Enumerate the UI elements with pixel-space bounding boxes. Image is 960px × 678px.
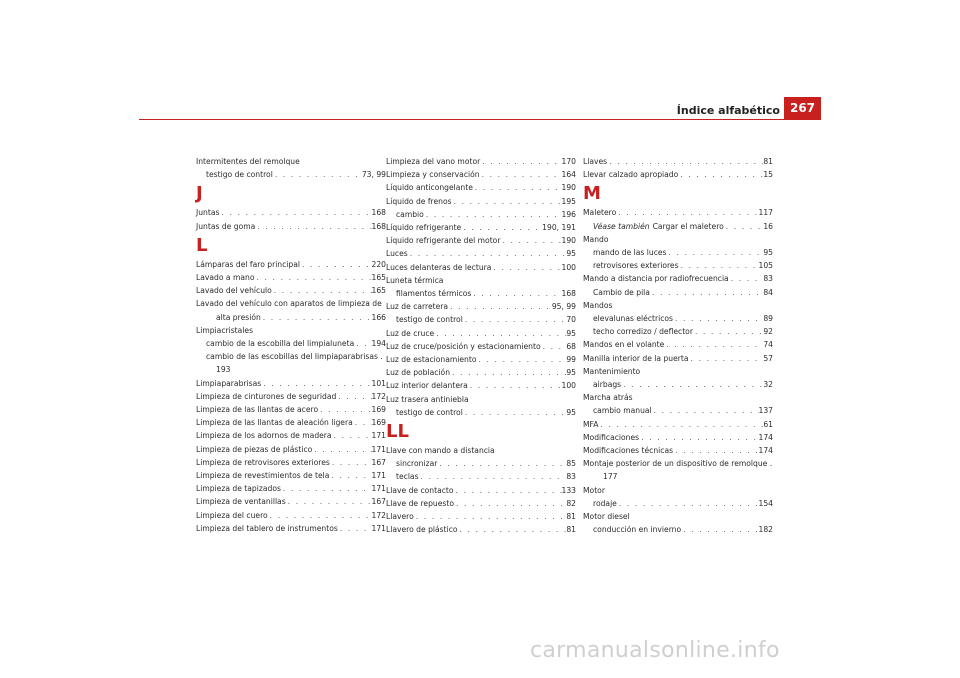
entry-text: testigo de control: [396, 315, 463, 325]
leader-dots: [693, 325, 763, 338]
index-entry: [196, 443, 386, 456]
leader-dots: [500, 234, 561, 247]
entry-page: 165: [371, 273, 386, 283]
entry-text: Maletero: [583, 208, 617, 218]
entry-text: Líquido refrigerante del motor: [386, 236, 501, 246]
entry-text: Limpieza de retrovisores exteriores: [196, 457, 330, 467]
leader-dots: [419, 470, 567, 483]
index-entry: [583, 168, 773, 181]
index-entry: [583, 378, 773, 391]
index-entry: Lavado del vehículo con aparatos de limpieza de: [196, 299, 382, 309]
entry-text: Luces delanteras de lectura: [386, 262, 492, 272]
entry-text: Luz de población: [386, 368, 451, 378]
entry-text: Cargar el maletero: [652, 221, 724, 231]
entry-text: Llaves: [583, 157, 608, 166]
entry-text: MFA: [583, 419, 599, 429]
entry-text: Mandos en el volante: [583, 340, 665, 350]
entry-page: 196: [561, 209, 576, 219]
index-entry: [196, 403, 386, 416]
leader-dots: [330, 456, 372, 469]
entry-page: 95: [566, 368, 576, 378]
entry-page: 174: [758, 432, 773, 442]
index-entry: Llave con mando a distancia: [386, 446, 495, 456]
entry-page: 190: [561, 236, 576, 246]
entry-text: Modificaciones: [583, 432, 640, 442]
leader-dots: [268, 509, 372, 522]
section-letter: LL: [386, 421, 409, 443]
index-entry: Limpiacristales: [196, 325, 254, 335]
index-entry: [196, 416, 386, 429]
leader-dots: [480, 155, 561, 168]
entry-page: 166: [371, 312, 386, 322]
index-entry: [386, 484, 576, 497]
entry-text: mando de las luces: [593, 248, 667, 258]
index-entry: [196, 206, 386, 219]
index-entry: Luz trasera antiniebla: [386, 394, 469, 404]
leader-dots: [667, 246, 764, 259]
leader-dots: [491, 261, 561, 274]
leader-dots: [689, 352, 764, 365]
entry-page: 170: [561, 157, 576, 166]
entry-text: testigo de control: [206, 170, 273, 180]
entry-page: 95: [763, 248, 773, 258]
entry-text: Limpieza de tapizados: [196, 484, 281, 494]
header-rule: [139, 119, 821, 120]
index-entry: [583, 523, 773, 536]
index-entry: [386, 181, 576, 194]
index-entry: [583, 338, 773, 351]
entry-text: Juntas de goma: [196, 221, 256, 231]
entry-page: 99: [566, 355, 576, 365]
leader-dots: [461, 221, 542, 234]
entry-page: 57: [763, 353, 773, 363]
entry-page: 95, 99: [551, 302, 576, 312]
leader-dots: [458, 523, 567, 536]
entry-text: Llavero de plástico: [386, 525, 458, 535]
index-entry: [386, 497, 576, 510]
entry-text: airbags: [593, 380, 622, 390]
index-entry: [386, 287, 576, 300]
entry-text: Limpieza de piezas de plástico: [196, 444, 313, 454]
entry-page: 89: [763, 314, 773, 324]
leader-dots: [286, 495, 372, 508]
index-entry: [196, 284, 386, 297]
index-entry: [583, 352, 773, 365]
entry-text: Juntas: [196, 208, 220, 218]
entry-page: 101: [371, 378, 386, 388]
index-entry: [583, 431, 773, 444]
entry-text: Limpieza de los adornos de madera: [196, 431, 332, 441]
entry-text: Llave de contacto: [386, 485, 454, 495]
leader-dots: [639, 431, 758, 444]
index-entry: [196, 377, 386, 390]
entry-page: 171: [371, 484, 386, 494]
index-entry: Motor diesel: [583, 512, 630, 522]
page-number-badge: 267: [784, 97, 821, 119]
entry-page: 81: [763, 157, 773, 166]
index-entry: [386, 261, 576, 274]
index-entry: [386, 300, 576, 313]
entry-text: Luz interior delantera: [386, 381, 468, 391]
entry-page: 171: [371, 444, 386, 454]
leader-dots: [673, 312, 763, 325]
index-entry: Motor: [583, 485, 605, 495]
entry-text: cambio: [396, 209, 424, 219]
leader-dots: [650, 286, 763, 299]
entry-text: Limpieza de revestimientos de tela: [196, 471, 330, 481]
entry-text: Limpiaparabrisas: [196, 378, 262, 388]
leader-dots: [437, 457, 566, 470]
entry-page: 83: [763, 274, 773, 284]
index-entry: [196, 271, 386, 284]
entry-page: 70: [566, 315, 576, 325]
entry-page: 92: [763, 327, 773, 337]
leader-dots: [673, 444, 758, 457]
entry-text: conducción en invierno: [593, 525, 682, 535]
entry-page: 190: [561, 183, 576, 193]
entry-page: 220: [371, 259, 386, 269]
leader-dots: [354, 337, 371, 350]
header-title: Índice alfabético: [676, 104, 780, 117]
index-entry: [583, 325, 773, 338]
entry-page: 172: [371, 391, 386, 401]
entry-page: 82: [566, 498, 576, 508]
entry-page: 154: [758, 498, 773, 508]
entry-page: 165: [371, 286, 386, 296]
section-letter: L: [196, 234, 208, 256]
leader-dots: [607, 155, 763, 168]
index-entry: [583, 155, 773, 168]
entry-page: 16: [763, 221, 773, 231]
index-entry: Montaje posterior de un dispositivo de remolque .: [583, 459, 773, 469]
index-entry: Marcha atrás: [583, 393, 633, 403]
index-entry: [386, 168, 576, 181]
entry-page: 117: [758, 208, 773, 218]
entry-text: elevalunas eléctricos: [593, 314, 673, 324]
index-entry: [386, 208, 576, 221]
leader-dots: [329, 469, 371, 482]
see-also-label: Véase también: [593, 221, 650, 231]
index-entry: [386, 353, 576, 366]
entry-text: Llavero: [386, 512, 414, 522]
leader-dots: [318, 403, 371, 416]
entry-page: 100: [561, 381, 576, 391]
index-entry: [386, 313, 576, 326]
entry-page: 68: [566, 341, 576, 351]
leader-dots: [332, 429, 372, 442]
leader-dots: [724, 220, 764, 233]
entry-text: Limpieza del vano motor: [386, 157, 481, 166]
leader-dots: [219, 206, 371, 219]
leader-dots: [621, 378, 763, 391]
leader-dots: [255, 271, 372, 284]
entry-text: Llave de repuesto: [386, 498, 454, 508]
entry-page: 167: [371, 497, 386, 507]
entry-text: techo corredizo / deflector: [593, 327, 693, 337]
index-entry: [583, 259, 773, 272]
entry-page: 95: [566, 249, 576, 259]
leader-dots: [273, 168, 362, 181]
leader-dots: [454, 497, 566, 510]
entry-page: 194: [371, 339, 386, 349]
entry-page: 133: [561, 485, 576, 495]
entry-text: Líquido refrigerante: [386, 223, 462, 233]
leader-dots: [473, 181, 562, 194]
see-also-entry: [583, 220, 773, 233]
entry-page: 174: [758, 446, 773, 456]
entry-text: Modificaciones técnicas: [583, 446, 674, 456]
index-entry: [386, 340, 576, 353]
index-entry: [386, 510, 576, 523]
entry-page: 85: [566, 459, 576, 469]
index-entry: [583, 404, 773, 417]
entry-page: 73, 99: [361, 170, 386, 180]
index-entry: [583, 286, 773, 299]
index-entry: [386, 247, 576, 260]
entry-page: 100: [561, 262, 576, 272]
leader-dots: [541, 340, 567, 353]
leader-dots: [681, 523, 758, 536]
entry-text: cambio manual: [593, 406, 652, 416]
index-entry: cambio de las escobillas del limpiaparabrisas .: [206, 352, 383, 362]
leader-dots: [452, 195, 562, 208]
index-entry: [196, 168, 386, 181]
index-entry: [583, 206, 773, 219]
entry-text: teclas: [396, 472, 419, 482]
index-entry: [386, 379, 576, 392]
index-entry: [196, 509, 386, 522]
leader-dots: [408, 247, 567, 260]
index-entry: [196, 495, 386, 508]
entry-text: Limpieza de las llantas de aleación ligera: [196, 418, 353, 428]
leader-dots: [664, 338, 763, 351]
leader-dots: [261, 377, 371, 390]
entry-text: sincronizar: [396, 459, 438, 469]
index-entry: [196, 220, 386, 233]
index-entry: Luneta térmica: [386, 275, 444, 285]
entry-text: alta presión: [216, 312, 261, 322]
leader-dots: [300, 258, 372, 271]
leader-dots: [414, 510, 567, 523]
leader-dots: [272, 284, 372, 297]
leader-dots: [434, 327, 566, 340]
entry-text: Lavado a mano: [196, 273, 255, 283]
leader-dots: [463, 313, 567, 326]
entry-page: 83: [566, 472, 576, 482]
index-entry: [386, 406, 576, 419]
entry-page: 171: [371, 431, 386, 441]
index-entry: [386, 327, 576, 340]
leader-dots: [338, 522, 372, 535]
index-entry: [386, 457, 576, 470]
entry-page: 95: [566, 407, 576, 417]
entry-page: 171: [371, 471, 386, 481]
index-entry: [583, 444, 773, 457]
leader-dots: [468, 379, 562, 392]
entry-text: Luz de carretera: [386, 302, 449, 312]
index-entry: Mando: [583, 234, 609, 244]
index-entry: [196, 258, 386, 271]
index-entry: [196, 482, 386, 495]
entry-text: Lavado del vehículo: [196, 286, 272, 296]
index-entry-page-wrap: 193: [216, 365, 231, 375]
entry-text: filamentos térmicos: [396, 289, 472, 299]
index-entry: Mantenimiento: [583, 366, 641, 376]
entry-text: Luz de cruce/posición y estacionamiento: [386, 341, 541, 351]
index-entry: [583, 312, 773, 325]
leader-dots: [463, 406, 567, 419]
index-entry: [196, 469, 386, 482]
entry-text: rodaje: [593, 498, 617, 508]
index-entry: [583, 497, 773, 510]
entry-page: 137: [758, 406, 773, 416]
entry-page: 171: [371, 523, 386, 533]
leader-dots: [729, 272, 764, 285]
index-entry: [583, 418, 773, 431]
index-column-1: [196, 155, 386, 535]
entry-page: 190, 191: [542, 223, 576, 233]
entry-text: Limpieza y conservación: [386, 170, 480, 180]
index-entry: [583, 272, 773, 285]
entry-page: 168: [371, 221, 386, 231]
leader-dots: [424, 208, 562, 221]
index-entry: Intermitentes del remolque: [196, 157, 300, 166]
leader-dots: [312, 443, 371, 456]
entry-page: 169: [371, 418, 386, 428]
leader-dots: [616, 206, 758, 219]
leader-dots: [480, 168, 562, 181]
entry-text: Cambio de pila: [593, 287, 650, 297]
index-entry: [386, 221, 576, 234]
leader-dots: [281, 482, 372, 495]
entry-text: retrovisores exteriores: [593, 261, 679, 271]
entry-page: 95: [566, 328, 576, 338]
index-column-3: [583, 155, 773, 536]
leader-dots: [255, 220, 371, 233]
index-entry: [386, 155, 576, 168]
entry-text: Limpieza de las llantas de acero: [196, 405, 319, 415]
entry-text: Limpieza de cinturones de seguridad: [196, 391, 337, 401]
entry-text: cambio de la escobilla del limpialuneta: [206, 339, 355, 349]
entry-text: Mando a distancia por radiofrecuencia: [583, 274, 729, 284]
leader-dots: [450, 366, 566, 379]
entry-text: Limpieza del tablero de instrumentos: [196, 523, 338, 533]
index-entry: Mandos: [583, 300, 613, 310]
entry-page: 172: [371, 510, 386, 520]
leader-dots: [336, 390, 371, 403]
entry-text: Líquido anticongelante: [386, 183, 473, 193]
entry-page: 61: [763, 419, 773, 429]
index-entry: [196, 311, 386, 324]
entry-text: testigo de control: [396, 407, 463, 417]
entry-page: 195: [561, 196, 576, 206]
leader-dots: [598, 418, 763, 431]
leader-dots: [679, 259, 759, 272]
entry-text: Llevar calzado apropiado: [583, 170, 679, 180]
entry-page: 84: [763, 287, 773, 297]
index-entry: [196, 456, 386, 469]
index-entry: [196, 429, 386, 442]
watermark: carmanualsonline.info: [530, 638, 780, 663]
leader-dots: [477, 353, 567, 366]
leader-dots: [261, 311, 372, 324]
index-entry: [196, 522, 386, 535]
entry-text: Líquido de frenos: [386, 196, 452, 206]
index-column-2: [386, 155, 576, 536]
entry-text: Luz de cruce: [386, 328, 435, 338]
entry-page: 32: [763, 380, 773, 390]
entry-text: Lámparas del faro principal: [196, 259, 300, 269]
entry-page: 81: [566, 512, 576, 522]
section-letter: M: [583, 183, 601, 205]
entry-page: 105: [758, 261, 773, 271]
entry-page: 167: [371, 457, 386, 467]
entry-page: 164: [561, 170, 576, 180]
entry-page: 169: [371, 405, 386, 415]
leader-dots: [454, 484, 562, 497]
index-entry-page-wrap: 177: [603, 472, 618, 482]
entry-page: 74: [763, 340, 773, 350]
entry-text: Limpieza de ventanillas: [196, 497, 286, 507]
leader-dots: [678, 168, 763, 181]
entry-text: Luces: [386, 249, 408, 259]
index-entry: [196, 390, 386, 403]
entry-page: 81: [566, 525, 576, 535]
index-entry: [386, 234, 576, 247]
entry-page: 168: [371, 208, 386, 218]
entry-page: 168: [561, 289, 576, 299]
index-entry: [386, 195, 576, 208]
entry-text: Limpieza del cuero: [196, 510, 268, 520]
index-entry: [386, 523, 576, 536]
leader-dots: [448, 300, 552, 313]
index-entry: [196, 337, 386, 350]
leader-dots: [471, 287, 561, 300]
entry-page: 15: [763, 170, 773, 180]
index-entry: [386, 366, 576, 379]
entry-text: Luz de estacionamiento: [386, 355, 477, 365]
leader-dots: [353, 416, 372, 429]
section-letter: J: [196, 183, 203, 205]
leader-dots: [617, 497, 759, 510]
entry-page: 182: [758, 525, 773, 535]
entry-text: Manilla interior de la puerta: [583, 353, 689, 363]
index-entry: [583, 246, 773, 259]
index-entry: [386, 470, 576, 483]
leader-dots: [652, 404, 759, 417]
